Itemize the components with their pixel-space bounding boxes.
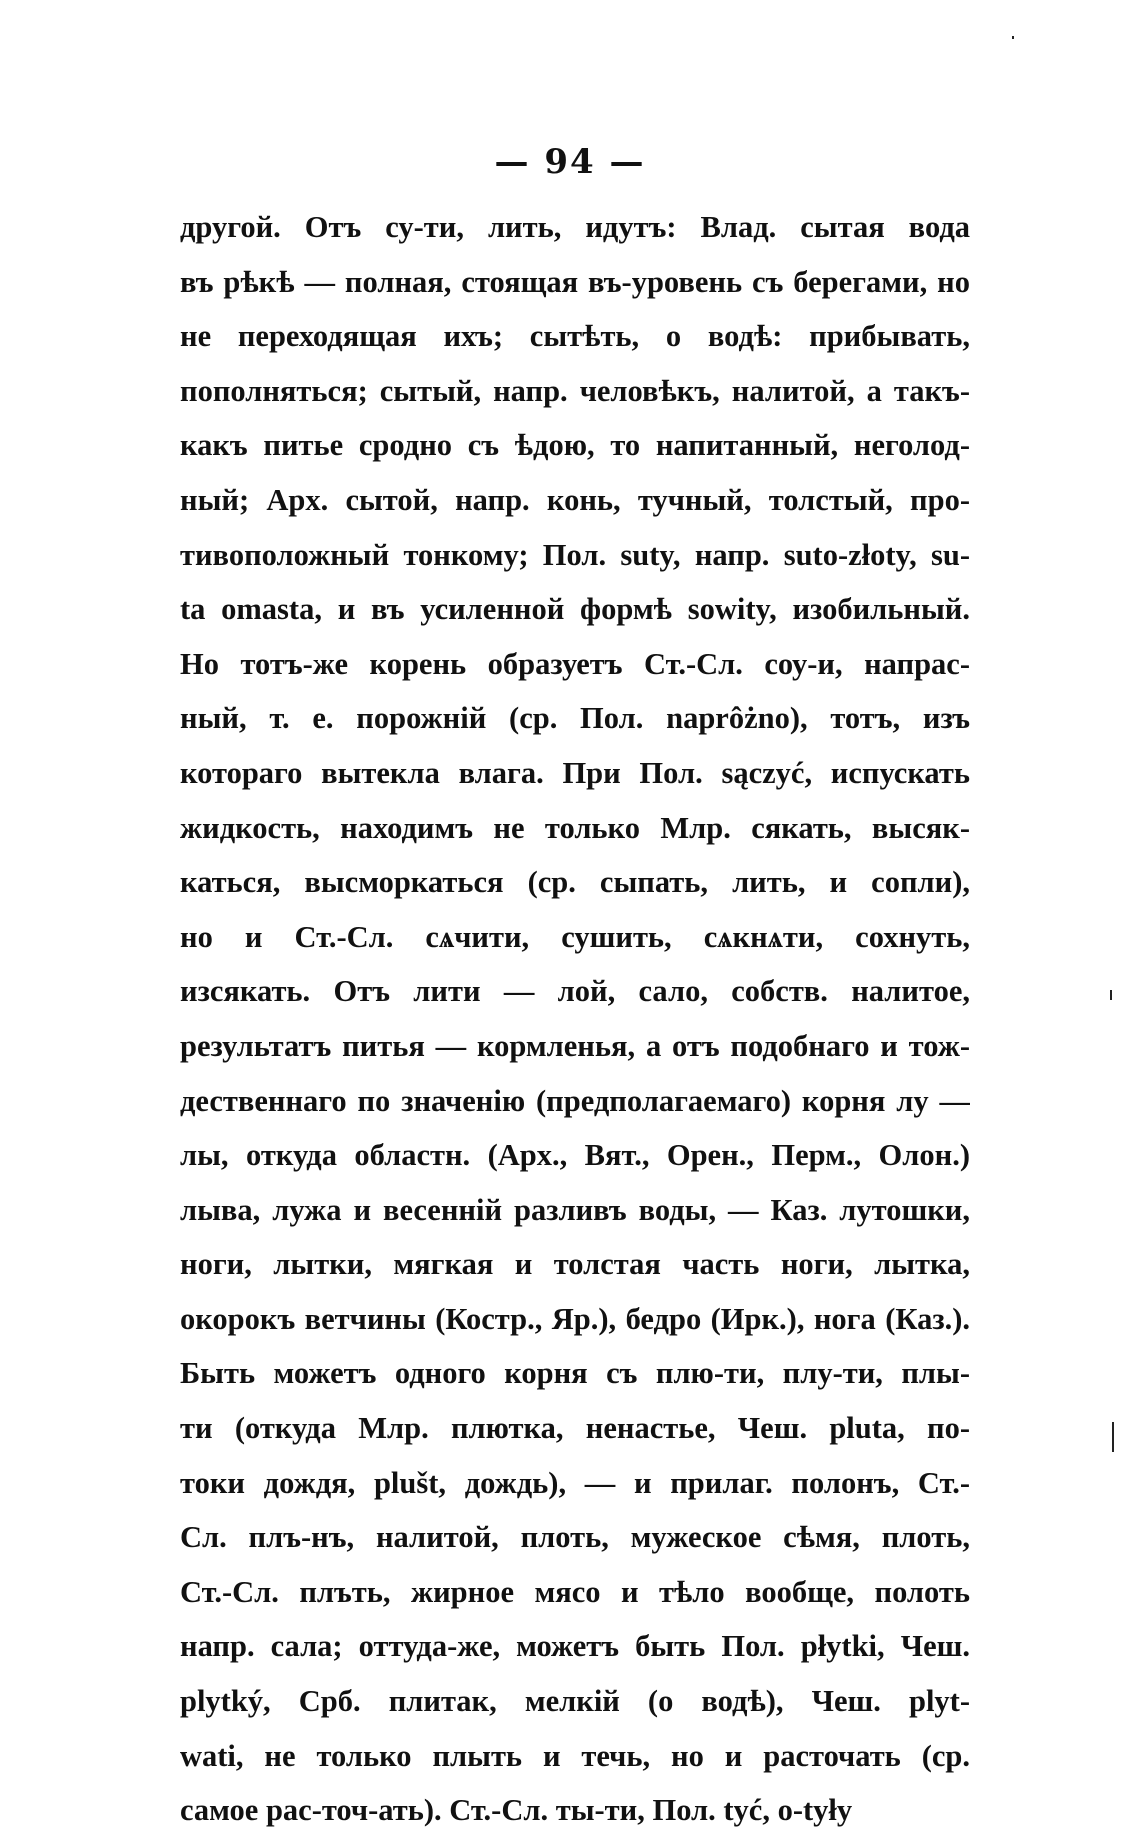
body-text [180,200,970,1838]
margin-mark [1012,36,1014,39]
margin-mark [1112,1422,1114,1452]
text-line: самое рас-точ-ать). Ст.-Сл. ты-ти, Пол. tyć, o-tyły [180,1793,853,1828]
text-line: wati, не только плыть и течь, но и расточать (ср. [180,1738,970,1773]
text-line: каться, высморкаться (ср. сыпать, лить, и сопли), [180,865,970,900]
text-line: Ст.-Сл. плъть, жирное мясо и тѣло вообще, полоть [180,1574,970,1609]
text-line: въ рѣкѣ — полная, стоящая въ-уровень съ берегами, но [180,264,970,299]
text-line: ти (откуда Млр. плютка, ненастье, Чеш. pluta, по- [180,1411,970,1446]
text-line: пополняться; сытый, напр. человѣкъ, налитой, а такъ- [180,373,970,408]
text-line: лы, откуда областн. (Арх., Вят., Орен., Перм., Олон.) [180,1138,970,1173]
text-line: котораго вытекла влага. При Пол. sączyć, испускать [180,755,970,790]
text-line: дественнаго по значенію (предполагаемаго) корня лу — [180,1083,970,1118]
text-line: не переходящая ихъ; сытѣть, о водѣ: прибывать, [180,319,970,354]
text-line: Сл. плъ-нъ, налитой, плоть, мужеское сѣмя, плоть, [180,1520,970,1555]
text-line: другой. Отъ су-ти, лить, идутъ: Влад. сытая вода [180,210,970,244]
text-line: но и Ст.-Сл. сѧчити, сушить, сѧкнѧти, сохнуть, [180,919,970,954]
text-line: ta omasta, и въ усиленной формѣ sowity, изобильный. [180,592,970,627]
text-line: окорокъ ветчины (Костр., Яр.), бедро (Ирк.), нога (Каз.). [180,1301,970,1336]
text-line: лыва, лужа и весенній разливъ воды, — Каз. лутошки, [180,1192,970,1227]
text-line: напр. сала; оттуда-же, можетъ быть Пол. płytki, Чеш. [180,1629,970,1664]
text-line: plytký, Срб. плитак, мелкій (о водѣ), Чеш. plyt- [180,1684,970,1719]
page-number: — 94 — [494,142,646,182]
text-line: жидкость, находимъ не только Млр. сякать, высяк- [180,810,970,845]
text-line: изсякать. Отъ лити — лой, сало, собств. налитое, [180,974,970,1009]
text-line: какъ питье сродно съ ѣдою, то напитанный, неголод- [180,428,970,463]
text-line: тивоположный тонкому; Пол. suty, напр. suto-złoty, su- [180,537,970,572]
text-line: ноги, лытки, мягкая и толстая часть ноги, лытка, [180,1247,970,1282]
text-line: результатъ питья — кормленья, а отъ подобнаго и тож- [180,1028,970,1063]
text-line: Быть можетъ одного корня съ плю-ти, плу-ти, плы- [180,1356,970,1391]
margin-mark [1110,990,1112,1000]
text-line: Но тотъ-же корень образуетъ Ст.-Сл. соу-и, напрас- [180,646,970,681]
text-line: ный, т. е. порожній (ср. Пол. naprôżno), тотъ, изъ [180,701,970,736]
text-line: ный; Арх. сытой, напр. конь, тучный, толстый, про- [180,482,970,517]
text-line: токи дождя, plušt, дождь), — и прилаг. полонъ, Ст.- [180,1465,970,1500]
